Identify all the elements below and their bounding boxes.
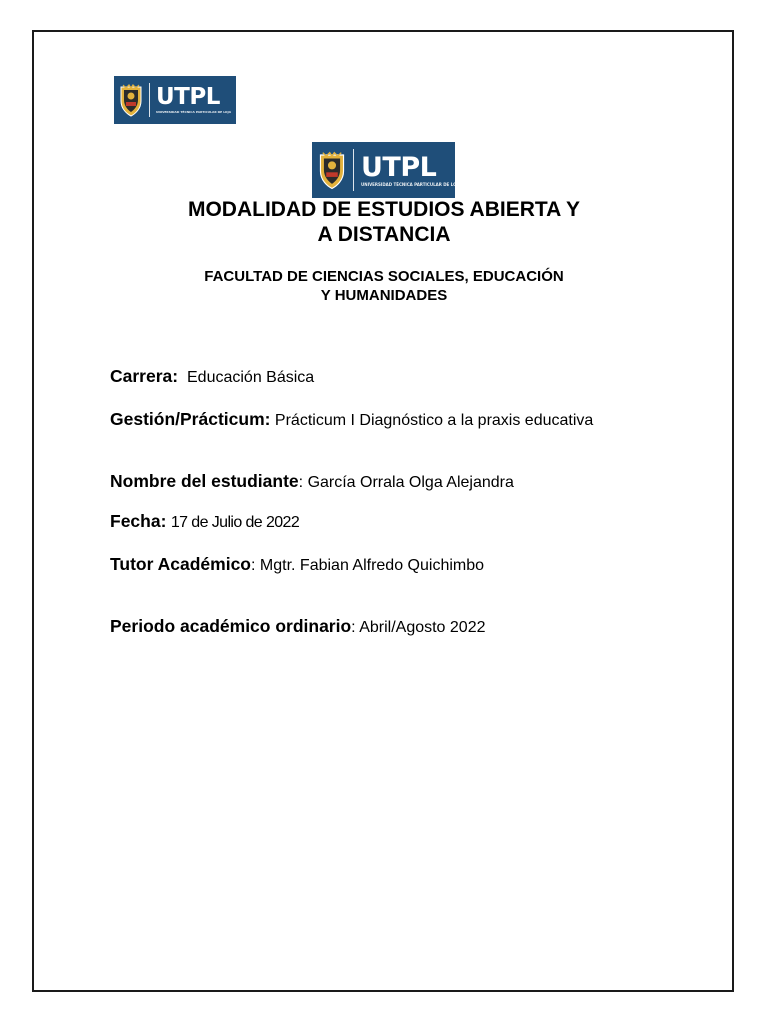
- field-periodo: [110, 617, 651, 637]
- title-line-1: MODALIDAD DE ESTUDIOS ABIERTA Y: [187, 198, 581, 221]
- field-tutor: [110, 555, 651, 575]
- field-carrera: [110, 367, 651, 387]
- faculty-heading: [100, 267, 668, 305]
- title-line-2: A DISTANCIA: [317, 223, 451, 246]
- utpl-logo-large: [312, 142, 462, 198]
- field-label: Gestión/Prácticum:: [110, 409, 271, 429]
- logo-wordmark-group: [361, 151, 462, 187]
- field-label: Carrera:: [110, 366, 179, 386]
- logo-wordmark: UTPL: [156, 84, 220, 110]
- field-value: Educación Básica: [187, 369, 315, 386]
- field-value: García Orrala Olga Alejandra: [307, 474, 514, 491]
- university-crest-icon: [118, 83, 144, 117]
- field-gestion: [110, 410, 651, 430]
- faculty-line-1: FACULTAD DE CIENCIAS SOCIALES, EDUCACIÓN: [204, 268, 564, 285]
- field-value: Abril/Agosto 2022: [359, 619, 486, 636]
- university-crest-icon: [317, 149, 347, 191]
- utpl-logo-small: [114, 76, 236, 124]
- field-separator: :: [351, 619, 356, 636]
- document-title: [100, 197, 668, 247]
- logo-divider: [149, 83, 150, 117]
- field-label: Tutor Académico: [110, 554, 251, 574]
- field-separator: :: [298, 474, 304, 491]
- field-value: Prácticum I Diagnóstico a la praxis educativa: [274, 412, 594, 429]
- field-label: Periodo académico ordinario: [110, 616, 352, 636]
- logo-subline: UNIVERSIDAD TÉCNICA PARTICULAR DE LOJA: [361, 181, 462, 187]
- logo-subline: UNIVERSIDAD TÉCNICA PARTICULAR DE LOJA: [156, 110, 232, 114]
- logo-divider: [353, 149, 354, 191]
- faculty-line-2: Y HUMANIDADES: [320, 287, 448, 304]
- field-value: Mgtr. Fabian Alfredo Quichimbo: [259, 557, 485, 574]
- field-separator: :: [251, 557, 256, 574]
- field-value: 17 de Julio de 2022: [170, 514, 300, 531]
- logo-wordmark: UTPL: [361, 151, 437, 183]
- field-fecha: [110, 512, 651, 532]
- logo-wordmark-group: [156, 86, 231, 114]
- field-label: Nombre del estudiante: [110, 471, 299, 491]
- field-estudiante: [110, 472, 651, 492]
- field-label: Fecha:: [110, 511, 167, 531]
